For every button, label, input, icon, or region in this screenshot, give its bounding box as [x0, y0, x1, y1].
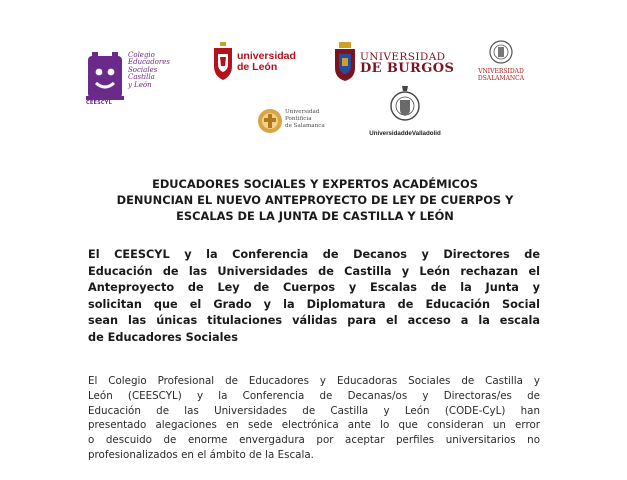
pontificia-wordmark	[285, 109, 325, 130]
headline-line: ESCALAS DE LA JUNTA DE CASTILLA Y LEÓN	[176, 209, 454, 223]
leon-wordmark	[237, 51, 296, 73]
burgos-wordmark	[360, 51, 454, 75]
leon-shield-icon	[212, 42, 234, 82]
ceescyl-line: y León	[128, 80, 152, 89]
leon-line2: de León	[237, 61, 278, 73]
universidad-pontificia-logo	[257, 104, 337, 138]
ceescyl-line: Castilla	[128, 73, 155, 82]
ceescyl-line: Educadores	[128, 58, 170, 67]
ceescyl-caption: CEESCYL	[86, 100, 112, 106]
subheadline-line: Anteproyecto de Ley de Cuerpos y Escalas de la Junta y	[88, 281, 540, 295]
headline	[80, 176, 550, 224]
subheadline-line: de Educadores Sociales	[88, 330, 238, 344]
ceescyl-line: Sociales	[128, 65, 158, 74]
leon-line1: universidad	[237, 50, 296, 62]
subheadline-line: El CEESCYL y la Conferencia de Decanos y Directores de	[88, 248, 540, 261]
universidad-burgos-logo	[333, 42, 455, 84]
ceescyl-logo	[86, 50, 170, 108]
headline-line: DENUNCIAN EL NUEVO ANTEPROYECTO DE LEY DE CUERPOS Y	[116, 193, 514, 207]
pontificia-line: Pontificia	[285, 116, 312, 122]
burgos-shield-icon	[333, 42, 357, 82]
universidad-salamanca-logo	[470, 38, 532, 88]
universidad-leon-logo	[210, 42, 305, 84]
subheadline-line: solicitan que el Grado y la Diplomatura de Educación Social	[88, 297, 540, 311]
body-paragraph	[88, 374, 540, 463]
pontificia-line: Universidad	[285, 109, 320, 115]
body-line: profesionalizados en el ámbito de la Escala.	[88, 448, 314, 461]
salamanca-seal-icon	[489, 38, 513, 66]
burgos-line2: DE BURGOS	[360, 61, 455, 76]
subheadline-line: sean las únicas titulaciones válidas para el acceso a la escala	[88, 314, 540, 328]
salamanca-line2: DSALAMANCA	[477, 75, 525, 82]
ceescyl-line: Colegio	[128, 51, 155, 59]
valladolid-seal-icon	[390, 86, 420, 128]
pontificia-seal-icon	[257, 106, 283, 136]
body-line: León (CEESCYL) y la Conferencia de Decanas/os y Directoras/es de	[88, 389, 540, 402]
salamanca-line1: VNIVERSIDAD	[478, 68, 524, 75]
body-line: Educación de las Universidades de Castilla y León (CODE-CyL) han	[88, 404, 540, 417]
body-line: El Colegio Profesional de Educadores y Educadoras Sociales de Castilla y	[88, 375, 540, 387]
salamanca-wordmark	[470, 68, 532, 82]
subheadline-line: Educación de las Universidades de Castilla y León rechazan el	[88, 264, 540, 278]
pontificia-line: de Salamanca	[285, 123, 325, 129]
valladolid-wordmark: UniversidaddeValladolid	[369, 130, 441, 137]
burgos-line1: UNIVERSIDAD	[360, 51, 446, 63]
subheadline	[88, 247, 540, 347]
headline-line: EDUCADORES SOCIALES Y EXPERTOS ACADÉMICOS	[152, 177, 478, 191]
ceescyl-emblem-icon	[86, 52, 126, 104]
ceescyl-wordmark	[128, 52, 170, 89]
body-line: o descuido de enorme envergadura por aceptar perfiles universitarios no	[88, 434, 540, 447]
body-line: presentado alegaciones en sede electrónica ante lo que consideran un error	[88, 419, 540, 432]
universidad-valladolid-logo	[360, 86, 450, 138]
